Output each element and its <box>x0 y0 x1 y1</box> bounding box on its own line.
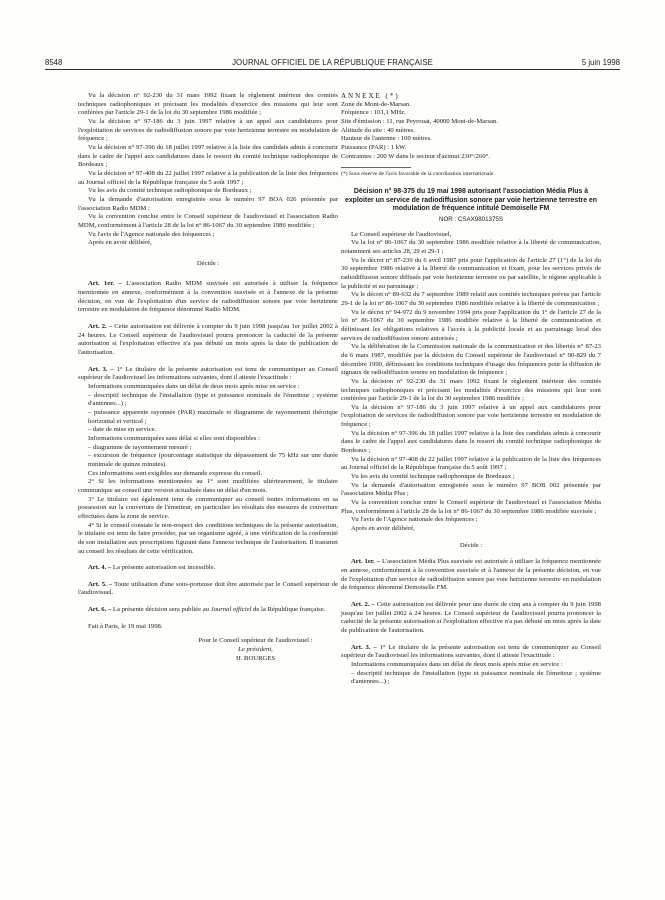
signature-role: Le président, <box>238 646 273 654</box>
right-column <box>341 92 601 687</box>
annexe-line: Fréquence : 101,1 MHz. <box>341 109 406 117</box>
article-label: Art. 4. – <box>88 564 112 572</box>
info-delay-intro: Informations communiquées dans un délai de deux mois après mise en service : <box>88 383 300 391</box>
signature-block <box>78 637 338 663</box>
info-nodelay-intro: Informations communiquées sans délai si elles sont disponibles : <box>88 434 260 442</box>
visa-paragraph: Vu la décision n° 97-396 du 18 juillet 1997 relative à la liste des candidats admis à concourir dans le cadre de l'appel aux candidatures dans le ressort du comité technique radiophonique de Bordeaux ; <box>341 429 601 455</box>
article-6 <box>78 606 338 615</box>
article-label: Art. 2. – <box>88 323 113 331</box>
done-at: Fait à Paris, le 19 mai 1998. <box>88 622 163 630</box>
article-text: Toute utilisation d'une sous-porteuse doit être autorisée par le Conseil supérieur de l'audiovisuel. <box>78 580 338 597</box>
article-3 <box>78 366 338 383</box>
annexe-footnote <box>341 167 495 178</box>
article-4 <box>78 564 338 573</box>
article-label: Art. 1er. – <box>351 558 381 566</box>
list-item: – descriptif technique de l'installation (type et puissance nominale de l'émetteur ; système d'antennes...) ; <box>88 391 338 408</box>
visa-paragraph: Vu le décret n° 89-632 du 7 septembre 1989 relatif aux comités techniques prévus par l'article 29-1 de la loi n° 86-1067 du 30 septembre 1986 modifiée relative à la liberté de communication ; <box>341 291 601 307</box>
annexe-line: Contraintes : 200 W dans le secteur d'azimut 230°/260°. <box>341 152 490 160</box>
nor-reference: NOR : CSAX9801375S <box>439 216 503 224</box>
article-1 <box>341 558 601 593</box>
article-5 <box>78 581 338 598</box>
visa-paragraph: Vu la décision n° 97-186 du 3 juin 1997 relative à un appel aux candidatures pour l'exploitation de services de radiodiffusion sonore par voie hertzienne terrestre en modulation de fréquence ; <box>341 403 601 429</box>
issue-date: 5 juin 1998 <box>581 58 620 67</box>
journal-name: Journal officiel <box>210 606 252 614</box>
article-label: Art. 1er. – <box>88 280 122 288</box>
signature-for: Pour le Conseil supérieur de l'audiovisuel : <box>198 637 313 645</box>
list-item: – diagramme de rayonnement mesuré ; <box>88 443 192 451</box>
visa-paragraph: Vu l'avis de l'Agence nationale des fréquences ; <box>88 230 215 238</box>
visa-paragraph: Vu le décret n° 94-972 du 9 novembre 1994 pris pour l'application du 1° de l'article 27 de la loi n° 86-1067 du 30 septembre 1986 modifiée relative à la liberté de communication et définissant les obligations relatives à l'accès à la publicité locale et au parrainage local des services de radiodiffusion sonore autorisés ; <box>341 308 601 342</box>
article-text: L'association Radio MDM susvisée est autorisée à utiliser la fréquence mentionnée en annexe, conformément à la convention susvisée et à l'annexe de la présente décision, en vue de l'exploitation d'un service de radiodiffusion sonore par voie hertzienne terrestre en modulation de fréquence dénommé Radio MDM. <box>78 280 338 314</box>
visa-paragraph: Vu la délibération de la Commission nationale de la communication et des libertés n° 87-23 du 6 mars 1987, modifiée par la décision du Conseil supérieur de l'audiovisuel n° 90-829 du 7 décembre 1990, définissant les conditions techniques d'usage des fréquences pour la diffusion de signaux de radiodiffusion sonore en modulation de fréquence ; <box>341 343 601 377</box>
info-delay-intro: Informations communiquées dans un délai de deux mois après mise en service : <box>351 660 563 668</box>
visa-paragraph: Vu la décision n° 92-230 du 31 mars 1992 fixant le règlement intérieur des comités techniques radiophoniques et précisant les modalités d'exercice des missions qui leur sont conférées par l'article 29-1 de la loi du 30 septembre 1986 modifiée ; <box>78 92 338 117</box>
demand-paragraph: Ces informations sont exigibles sur demande expresse du conseil. <box>88 469 263 477</box>
visa-paragraph: Vu la décision n° 97-186 du 3 juin 1997 relative à un appel aux candidatures pour l'exploitation de services de radiodiffusion sonore par voie hertzienne terrestre en modulation de fréquence ; <box>78 117 338 143</box>
paragraph-2: 2° Si les informations mentionnées au 1° sont modifiées ultérieurement, le titulaire communique au conseil une version actualisée dans un délai d'un mois. <box>78 478 338 494</box>
article-1 <box>78 280 338 315</box>
annexe-block <box>341 92 601 178</box>
decide-heading: Décide : <box>459 541 483 549</box>
visa-paragraph: Vu le décret n° 87-239 du 6 avril 1987 pris pour l'application de l'article 27 (1°) de la loi du 30 septembre 1986 relative à la liberté de communication et fixant, pour les services privés de radiodiffusion sonore diffusés par voie hertzienne terrestre ou par satellite, le régime applicable à la publicité et au parrainage ; <box>341 256 601 290</box>
article-label: Art. 6. – <box>88 606 112 614</box>
visa-paragraph: Vu la convention conclue entre le Conseil supérieur de l'audiovisuel et l'association Radio MDM, conformément à l'article 28 de la loi n° 86-1067 du 30 septembre 1986 modifiée ; <box>78 213 338 229</box>
visa-paragraph: Vu la décision n° 97-408 du 22 juillet 1997 relative à la publication de la liste des fréquences au Journal officiel de la République française du 5 août 1997 ; <box>341 455 601 472</box>
list-item: – excursion de fréquence (pourcentage statistique du dépassement de 75 kHz sur une durée minimale de quinze minutes). <box>88 452 338 468</box>
article-2 <box>341 601 601 636</box>
annexe-title: ANNEXE (*) <box>341 92 400 100</box>
journal-title: JOURNAL OFFICIEL DE LA RÉPUBLIQUE FRANÇAISE <box>232 58 433 67</box>
annexe-line: Puissance (PAR) : 1 kW. <box>341 143 407 151</box>
paragraph-3: 3° Le titulaire est également tenu de communiquer au conseil toutes informations en sa possession sur la couverture de l'émetteur, en particulier les résultats des mesures de couverture effectuées dans la zone de service. <box>78 495 338 520</box>
visa-paragraph: Vu l'avis de l'Agence nationale des fréquences ; <box>351 516 478 524</box>
visa-paragraph: Vu la demande d'autorisation enregistrée sous le numéro 97 BOB 002 présentée par l'association Média Plus ; <box>341 481 601 498</box>
article-text: 1° Le titulaire de la présente autorisation est tenu de communiquer au Conseil supérieur de l'audiovisuel les informations suivantes, dont il atteste l'exactitude : <box>341 643 601 660</box>
visa-paragraph: Vu la décision n° 97-396 du 18 juillet 1997 relative à la liste des candidats admis à concourir dans le cadre de l'appel aux candidatures dans le ressort du comité technique radiophonique de Bordeaux ; <box>78 143 338 169</box>
article-label: Art. 5. – <box>88 580 113 588</box>
visa-paragraph: Vu la décision n° 92-230 du 31 mars 1992 fixant le règlement intérieur des comités techniques radiophoniques et précisant les modalités d'exercice des missions qui leur sont conférées par l'article 29-1 de la loi du 30 septembre 1986 modifiée ; <box>341 377 601 403</box>
visa-paragraph: Vu la demande d'autorisation enregistrée sous le numéro 97 BOA 026 présentée par l'association Radio MDM ; <box>78 195 338 212</box>
paragraph-4: 4° Si le conseil constate le non-respect des conditions techniques de la présente autorisation, le titulaire est tenu de faire procéder, par un organisme agréé, à une vérification de la conformité de son installation aux prescriptions figurant dans l'annexe technique de l'autorisation. Il transmet au conseil les résultats de cette vérification. <box>78 521 338 555</box>
visa-paragraph: Vu la décision n° 97-408 du 22 juillet 1997 relative à la publication de la liste des fréquences au Journal officiel de la République française du 5 août 1997 ; <box>78 169 338 186</box>
annexe-line: Altitude du site : 40 mètres. <box>341 126 415 134</box>
annexe-line: Hauteur de l'antenne : 100 mètres. <box>341 135 432 143</box>
annexe-line: Zone de Mont-de-Marsan. <box>341 100 411 108</box>
header-rule <box>45 69 620 70</box>
visa-paragraph: Vu les avis du comité technique radiophonique de Bordeaux ; <box>88 187 252 195</box>
article-text: 1° Le titulaire de la présente autorisation est tenu de communiquer au Conseil supérieur de l'audiovisuel les informations suivantes, dont il atteste l'exactitude : <box>78 365 338 382</box>
signature-name: H. BOURGES <box>235 654 276 662</box>
article-text: L'association Média Plus susvisée est autorisée à utiliser la fréquence mentionnée en annexe, conformément à la convention susvisée et à l'annexe de la présente décision, en vue de l'exploitation d'un service de radiodiffusion sonore par voie hertzienne terrestre en modulation de fréquence dénommé Demoiselle FM. <box>341 558 601 592</box>
decision-title: Décision n° 98-375 du 19 mai 1998 autorisant l'association Média Plus à exploiter un service de radiodiffusion sonore par voie hertzienne terrestre en modulation de fréquence intitulé Demoiselle FM <box>345 188 597 213</box>
decide-heading: Décide : <box>196 259 220 267</box>
right-visas <box>341 231 601 534</box>
footnote-text: (*) Sous réserve de l'avis favorable de la coordination internationale. <box>341 171 495 178</box>
article-label: Art. 3. – <box>88 365 114 373</box>
article-label: Art. 2. – <box>351 600 375 608</box>
annexe-line: Site d'émission : 11, rue Peyrouat, 40000 Mont-de-Marsan. <box>341 117 498 125</box>
visa-paragraph: Vu la loi n° 86-1067 du 30 septembre 1986 modifiée relative à la liberté de communication, notamment ses articles 28, 29 et 29-1 ; <box>341 239 601 255</box>
page-number: 8548 <box>45 58 63 67</box>
article-2 <box>78 323 338 358</box>
article-text: Cette autorisation est délivrée à compter du 9 juin 1998 jusqu'au 1er juillet 2002 à 24 heures. Le Conseil supérieur de l'audiovisuel pourra prononcer la caducité de la présente autorisation si l'exploitation effective n'a pas débuté un mois après la date de publication de l'autorisation. <box>78 323 338 357</box>
visa-paragraph: Vu les avis du comité technique radiophonique de Bordeaux ; <box>351 473 515 481</box>
visa-paragraph: Le Conseil supérieur de l'audiovisuel, <box>351 230 452 238</box>
visa-paragraph: Après en avoir délibéré, <box>351 525 415 532</box>
list-item: – puissance apparente rayonnée (PAR) maximale et diagramme de rayonnement théorique horizontal et vertical ; <box>88 409 338 425</box>
visa-paragraph: Vu la convention conclue entre le Conseil supérieur de l'audiovisuel et l'association Média Plus, conformément à l'article 28 de la loi n° 86-1067 du 30 septembre 1986 modifiée susvisée ; <box>341 499 601 515</box>
list-item: – date de mise en service. <box>88 426 157 434</box>
left-visas <box>78 92 338 248</box>
article-label: Art. 3. – <box>351 643 377 651</box>
article-3 <box>341 644 601 661</box>
list-item: – descriptif technique de l'installation (type et puissance nominale de l'émetteur ; système d'antennes...) ; <box>351 669 601 686</box>
article-text: La présente décision sera publiée au <box>112 606 211 614</box>
article-text: de la République française. <box>251 606 326 614</box>
article-text: Cette autorisation est délivrée pour une durée de cinq ans à compter du 9 juin 1998 jusqu'au 1er juillet 2002 à 24 heures. Le Conseil supérieur de l'audiovisuel pourra prononcer la caducité de la présente autorisation si l'exploitation effective n'a pas débuté un mois après la date de publication de l'autorisation. <box>341 600 601 634</box>
visa-paragraph: Après en avoir délibéré, <box>88 239 152 247</box>
article-text: La présente autorisation est incessible. <box>112 564 216 572</box>
left-column <box>78 92 338 663</box>
